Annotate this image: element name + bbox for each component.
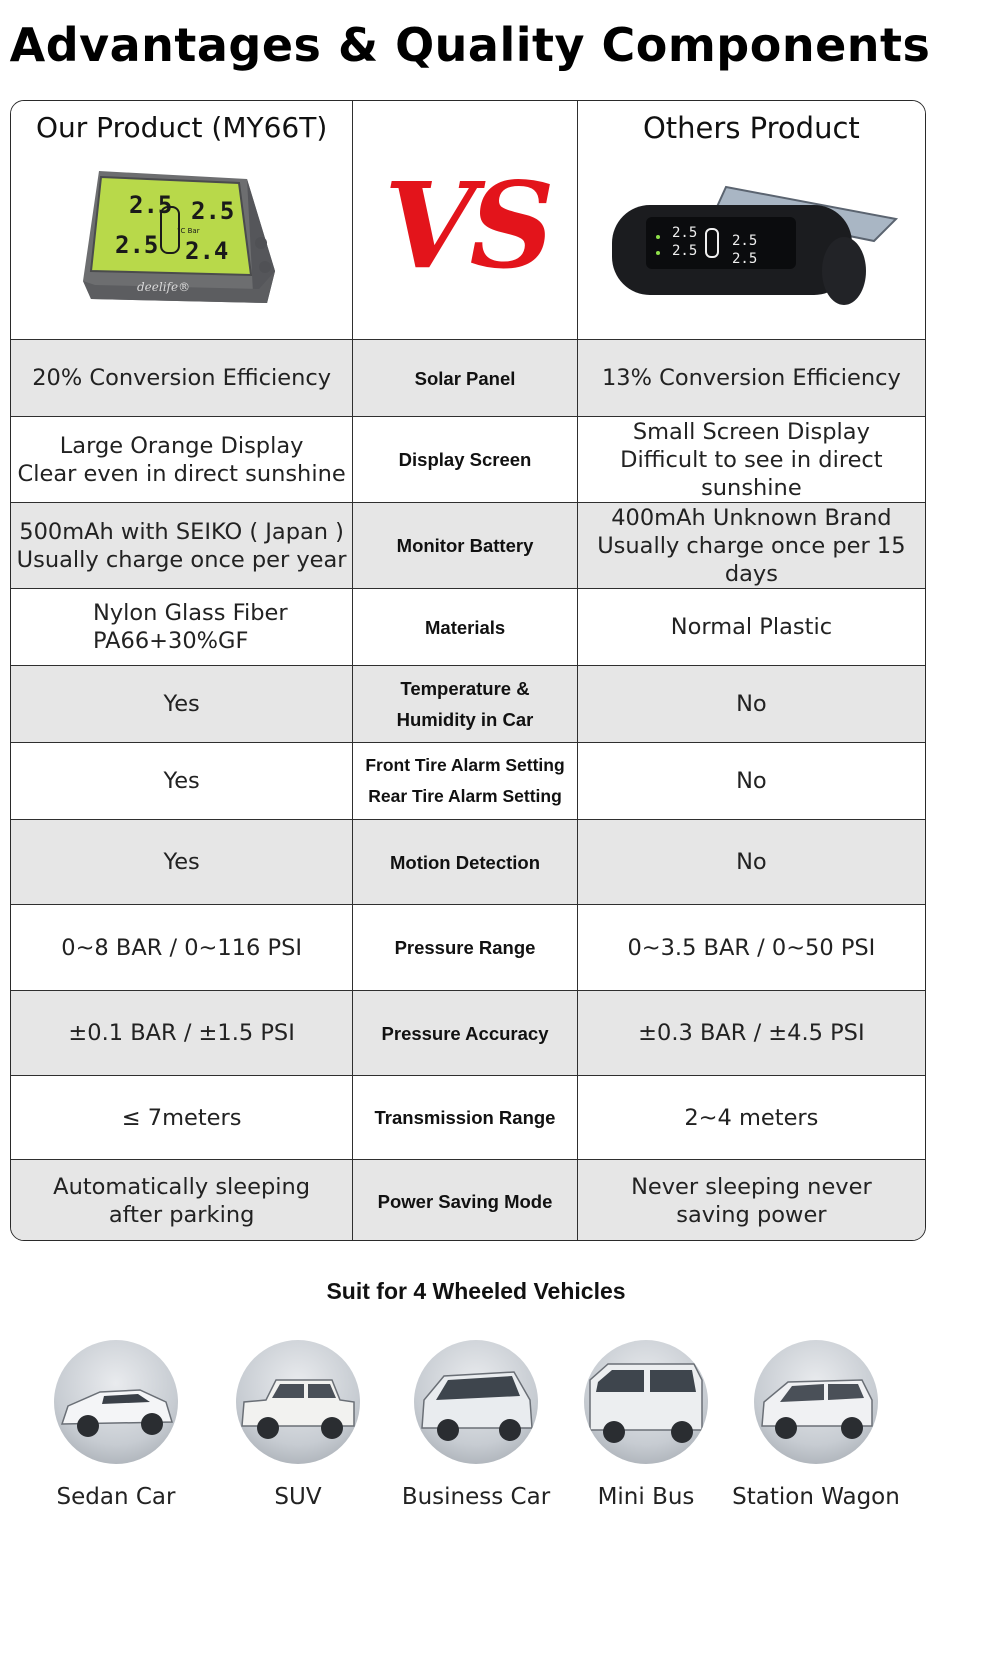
vehicle-minibus [556,1340,736,1510]
vs-text: VS [384,156,549,285]
others-cell: No [736,849,767,875]
ours-cell: Yes [11,820,353,904]
vehicle-suv [208,1340,388,1510]
others-lcd-value-2: 2.5 [671,243,698,259]
our-lcd-value-3: 2.5 [115,231,159,259]
table-row [11,588,925,665]
comparison-table [10,100,926,1241]
ours-cell: Automatically sleeping after parking [11,1160,353,1241]
vs-graphic [380,155,550,285]
ours-cell: 20% Conversion Efficiency [11,340,353,416]
feature-cell: Front Tire Alarm Setting Rear Tire Alarm Setting [353,743,578,819]
vehicle-label: Mini Bus [597,1484,695,1510]
others-cell: 2~4 meters [684,1104,819,1131]
table-row [11,819,925,904]
feature-cell: Transmission Range [353,1076,578,1159]
feature-cell: Pressure Range [353,905,578,990]
ours-cell: Large Orange Display Clear even in direct sunshine [11,417,353,502]
table-row [11,416,925,502]
page-title: Advantages & Quality Components [9,18,931,72]
our-lcd-unit: °C Bar [177,227,200,235]
feature-cell: Temperature & Humidity in Car [353,666,578,742]
vehicle-label: Business Car [401,1484,551,1510]
others-cell: Small Screen Display Difficult to see in direct sunshine [620,418,883,501]
suv-image [236,1340,360,1464]
others-product-label: Others Product [642,111,860,145]
table-header-row [11,101,925,339]
feature-cell: Monitor Battery [353,503,578,588]
others-cell: Never sleeping never saving power [631,1174,872,1228]
feature-cell: Display Screen [353,417,578,502]
feature-cell: Power Saving Mode [353,1160,578,1241]
ours-cell: ≤ 7meters [11,1076,353,1159]
our-lcd-value-1: 2.5 [129,191,173,219]
our-product-cell [11,101,353,339]
others-lcd-value-3: 2.5 [731,233,758,249]
vehicle-sedan [26,1340,206,1510]
table-row [11,502,925,588]
vehicle-label: SUV [274,1484,322,1510]
vehicle-wagon [726,1340,906,1510]
feature-cell: Solar Panel [353,340,578,416]
feature-cell: Materials [353,589,577,665]
feature-cell: Motion Detection [353,820,578,904]
business-car-image [414,1340,538,1464]
others-lcd-value-1: 2.5 [671,225,698,241]
our-monitor-image [79,163,279,323]
our-product-label: Our Product (MY66T) [35,111,328,144]
station-wagon-image [754,1340,878,1464]
table-row [11,904,925,990]
ours-cell: Yes [11,666,353,742]
others-cell: 13% Conversion Efficiency [601,365,901,391]
vs-cell [353,101,578,339]
others-cell: No [736,768,767,794]
vehicle-business [386,1340,566,1510]
our-lcd-value-4: 2.4 [185,237,229,265]
vehicle-label: Station Wagon [732,1484,900,1510]
table-row [11,1075,925,1159]
ours-cell: 0~8 BAR / 0~116 PSI [11,905,353,990]
others-cell: 0~3.5 BAR / 0~50 PSI [627,934,876,961]
others-monitor-image [606,179,906,319]
feature-cell: Pressure Accuracy [353,991,578,1075]
others-cell: No [736,691,767,717]
table-row [11,665,925,742]
others-lcd-value-4: 2.5 [731,251,758,267]
table-row [11,742,925,819]
sedan-car-image [54,1340,178,1464]
mini-bus-image [584,1340,708,1464]
vehicle-label: Sedan Car [56,1484,176,1510]
others-product-cell [578,101,925,339]
ours-cell: 500mAh with SEIKO ( Japan ) Usually charge once per year [11,503,353,588]
others-cell: Normal Plastic [670,614,833,640]
ours-cell: Yes [11,743,353,819]
table-row [11,990,925,1075]
table-row [11,1159,925,1241]
brand-logo: deelife® [137,280,191,294]
others-cell: 400mAh Unknown Brand Usually charge once per 15 days [597,504,906,587]
others-cell: ±0.3 BAR / ±4.5 PSI [638,1020,865,1046]
ours-cell: Nylon Glass Fiber PA66+30%GF [11,589,353,665]
table-row [11,339,925,416]
vehicles-title: Suit for 4 Wheeled Vehicles [326,1278,626,1304]
ours-cell: ±0.1 BAR / ±1.5 PSI [11,991,353,1075]
our-lcd-value-2: 2.5 [191,197,235,225]
